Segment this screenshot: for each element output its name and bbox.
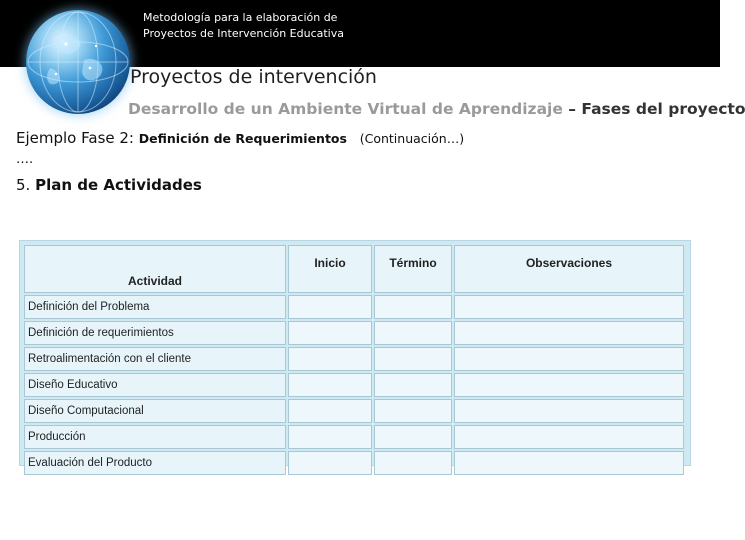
- activities-table-container: [19, 240, 691, 469]
- end-cell: [374, 295, 452, 319]
- plan-heading: [16, 176, 202, 194]
- example-topic: Definición de Requerimientos: [138, 131, 347, 146]
- notes-cell: [454, 373, 684, 397]
- notes-cell: [454, 451, 684, 475]
- activity-cell: Definición del Problema: [24, 295, 286, 319]
- notes-cell: [454, 425, 684, 449]
- subtitle-part-2: Fases del proyecto: [581, 100, 745, 118]
- example-continuation: (Continuación…): [359, 131, 465, 146]
- activity-cell: Diseño Computacional: [24, 399, 286, 423]
- table-row: [24, 347, 684, 371]
- table-row: [24, 295, 684, 319]
- table-row: [24, 399, 684, 423]
- table-header-row: [24, 245, 684, 293]
- example-label: Ejemplo Fase 2:: [16, 129, 134, 147]
- start-cell: [288, 425, 372, 449]
- start-cell: [288, 399, 372, 423]
- subtitle: [128, 100, 745, 118]
- example-heading: [16, 129, 464, 147]
- table-row: [24, 373, 684, 397]
- header-notes: Observaciones: [454, 245, 684, 293]
- activity-cell: Diseño Educativo: [24, 373, 286, 397]
- activity-cell: Definición de requerimientos: [24, 321, 286, 345]
- table-row: [24, 321, 684, 345]
- start-cell: [288, 295, 372, 319]
- activity-cell: Retroalimentación con el cliente: [24, 347, 286, 371]
- subtitle-part-1: Desarrollo de un Ambiente Virtual de Aprendizaje: [128, 100, 563, 118]
- start-cell: [288, 347, 372, 371]
- header-text: [143, 10, 344, 42]
- activity-cell: Evaluación del Producto: [24, 451, 286, 475]
- header-start: Inicio: [288, 245, 372, 293]
- activity-cell: Producción: [24, 425, 286, 449]
- header-end: Término: [374, 245, 452, 293]
- end-cell: [374, 451, 452, 475]
- end-cell: [374, 321, 452, 345]
- notes-cell: [454, 347, 684, 371]
- end-cell: [374, 425, 452, 449]
- notes-cell: [454, 295, 684, 319]
- globe-logo-icon: [26, 10, 130, 114]
- header-activity: Actividad: [24, 245, 286, 293]
- header-line-2: Proyectos de Intervención Educativa: [143, 27, 344, 40]
- section-title: Proyectos de intervención: [130, 66, 377, 88]
- end-cell: [374, 347, 452, 371]
- start-cell: [288, 451, 372, 475]
- start-cell: [288, 373, 372, 397]
- start-cell: [288, 321, 372, 345]
- header-line-1: Metodología para la elaboración de: [143, 11, 338, 24]
- table-row: [24, 451, 684, 475]
- activities-table: [22, 243, 686, 477]
- plan-number: 5.: [16, 176, 31, 194]
- end-cell: [374, 399, 452, 423]
- subtitle-separator: –: [562, 100, 582, 118]
- end-cell: [374, 373, 452, 397]
- ellipsis-text: ….: [16, 152, 34, 167]
- notes-cell: [454, 399, 684, 423]
- table-row: [24, 425, 684, 449]
- notes-cell: [454, 321, 684, 345]
- plan-title: Plan de Actividades: [35, 176, 202, 194]
